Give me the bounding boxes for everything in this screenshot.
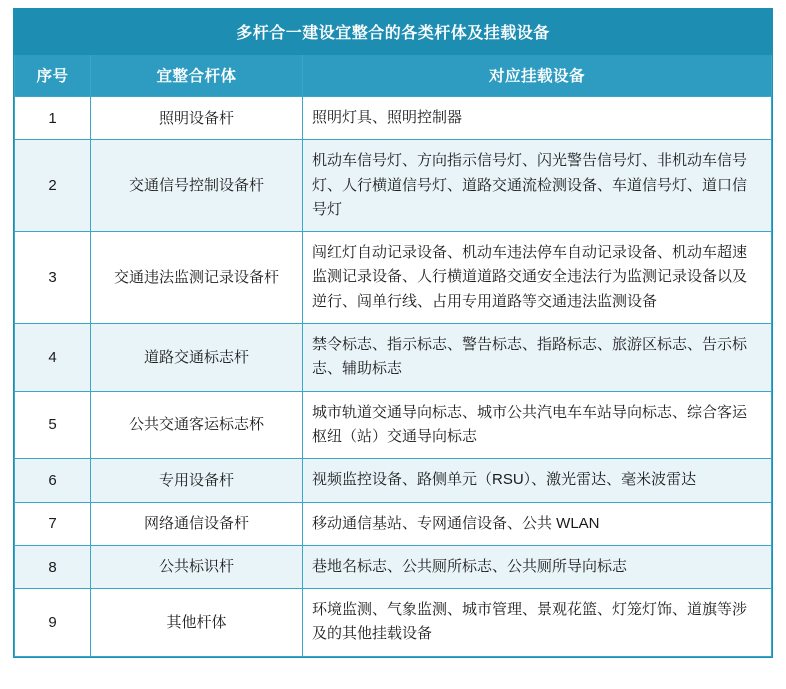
cell-no: 4 <box>15 324 91 392</box>
cell-no: 9 <box>15 589 91 657</box>
cell-pole: 其他杆体 <box>91 589 303 657</box>
table-row <box>15 545 772 588</box>
cell-pole: 交通信号控制设备杆 <box>91 140 303 232</box>
cell-no: 7 <box>15 502 91 545</box>
cell-pole: 专用设备杆 <box>91 459 303 502</box>
table-row <box>15 97 772 140</box>
table-row <box>15 502 772 545</box>
cell-devices: 照明灯具、照明控制器 <box>303 97 772 140</box>
cell-devices: 巷地名标志、公共厕所标志、公共厕所导向标志 <box>303 545 772 588</box>
cell-pole: 道路交通标志杆 <box>91 324 303 392</box>
cell-devices: 环境监测、气象监测、城市管理、景观花篮、灯笼灯饰、道旗等涉及的其他挂载设备 <box>303 589 772 657</box>
cell-pole: 交通违法监测记录设备杆 <box>91 232 303 324</box>
table-row <box>15 459 772 502</box>
pole-integration-table-container <box>13 8 773 658</box>
cell-no: 1 <box>15 97 91 140</box>
cell-no: 5 <box>15 391 91 459</box>
table-header <box>15 10 772 97</box>
cell-no: 3 <box>15 232 91 324</box>
cell-devices: 移动通信基站、专网通信设备、公共 WLAN <box>303 502 772 545</box>
table-title: 多杆合一建设宜整合的各类杆体及挂载设备 <box>15 10 772 55</box>
cell-no: 2 <box>15 140 91 232</box>
cell-pole: 网络通信设备杆 <box>91 502 303 545</box>
table-row <box>15 391 772 459</box>
table-title-row <box>15 10 772 55</box>
table-column-header-row <box>15 55 772 97</box>
cell-no: 6 <box>15 459 91 502</box>
cell-no: 8 <box>15 545 91 588</box>
cell-devices: 机动车信号灯、方向指示信号灯、闪光警告信号灯、非机动车信号灯、人行横道信号灯、道路交通流检测设备、车道信号灯、道口信号灯 <box>303 140 772 232</box>
column-header-pole: 宜整合杆体 <box>91 55 303 97</box>
column-header-devices: 对应挂载设备 <box>303 55 772 97</box>
cell-devices: 城市轨道交通导向标志、城市公共汽电车车站导向标志、综合客运枢纽（站）交通导向标志 <box>303 391 772 459</box>
table-row <box>15 324 772 392</box>
cell-devices: 禁令标志、指示标志、警告标志、指路标志、旅游区标志、告示标志、辅助标志 <box>303 324 772 392</box>
table-body <box>15 97 772 657</box>
column-header-no: 序号 <box>15 55 91 97</box>
cell-devices: 视频监控设备、路侧单元（RSU）、激光雷达、毫米波雷达 <box>303 459 772 502</box>
cell-pole: 照明设备杆 <box>91 97 303 140</box>
cell-devices: 闯红灯自动记录设备、机动车违法停车自动记录设备、机动车超速监测记录设备、人行横道道路交通安全违法行为监测记录设备以及逆行、闯单行线、占用专用道路等交通违法监测设备 <box>303 232 772 324</box>
table-row <box>15 589 772 657</box>
cell-pole: 公共标识杆 <box>91 545 303 588</box>
table-row <box>15 140 772 232</box>
pole-integration-table <box>14 9 772 657</box>
cell-pole: 公共交通客运标志杯 <box>91 391 303 459</box>
table-row <box>15 232 772 324</box>
